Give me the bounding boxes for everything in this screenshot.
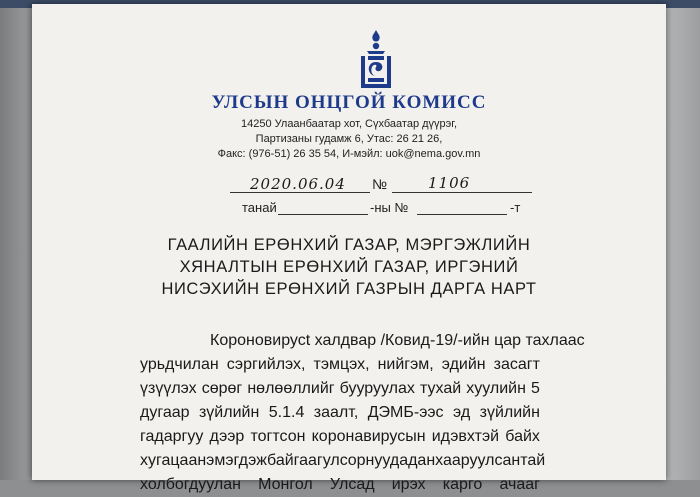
body-word: гадаргуу — [140, 428, 204, 445]
body-word: анхааруулсантай — [417, 452, 546, 469]
body-word: зүйлийн — [198, 404, 260, 421]
body-word: байх — [505, 428, 540, 445]
body-word: хуулийн — [466, 380, 526, 397]
number-underline — [392, 192, 532, 193]
letter-page — [32, 4, 666, 493]
body-line-5 — [140, 425, 540, 449]
body-word: тогтсон — [250, 428, 306, 445]
letter-date: 2020.06.04 — [250, 175, 346, 193]
background-right — [660, 0, 700, 480]
your-ref-label: танай — [242, 200, 277, 215]
address-line-1: 14250 Улаанбаатар хот, Сүхбаатар дүүрэг, — [241, 118, 457, 130]
body-word: дугаар — [140, 404, 190, 421]
organization-name: УЛСЫН ОНЦГОЙ КОМИСС — [211, 92, 487, 113]
body-word: байгааг — [267, 452, 323, 469]
your-ref-end: -т — [510, 200, 521, 215]
body-word: орнуудад — [347, 452, 418, 469]
body-word: хугацаа — [140, 452, 198, 469]
body-word: нөлөөллийг — [247, 380, 335, 397]
body-line-7 — [140, 473, 540, 497]
date-underline — [230, 192, 370, 193]
address-line-3: Факс: (976-51) 26 35 54, И-мэйл: uok@nema.gov.mn — [217, 148, 481, 160]
your-number-underline — [417, 214, 507, 215]
body-word: коронавирусын — [311, 428, 426, 445]
body-word: эд — [453, 404, 471, 421]
body-word: сөрөг — [201, 380, 243, 397]
body-word: эдийн — [441, 356, 486, 373]
body-line-1: Короновирусt халдвар /Ковид-19/-ийн цар тахлаас — [210, 332, 585, 349]
addressee-line-3: НИСЭХИЙН ЕРӨНХИЙ ГАЗРЫН ДАРГА НАРТ — [161, 280, 537, 298]
body-word: үзүүлэх — [140, 380, 197, 397]
body-word: улс — [322, 452, 348, 469]
body-line-2 — [140, 353, 540, 377]
number-label: № — [372, 176, 388, 192]
body-word: ачааг — [499, 476, 540, 493]
addressee-line-1: ГААЛИЙН ЕРӨНХИЙ ГАЗАР, МЭРГЭЖЛИЙН — [167, 236, 531, 254]
body-word: карго — [442, 476, 483, 493]
addressee-line-2: ХЯНАЛТЫН ЕРӨНХИЙ ГАЗАР, ИРГЭНИЙ — [179, 258, 519, 276]
body-word: Улсад — [329, 476, 375, 493]
body-line-4 — [140, 401, 540, 425]
body-word: тэмцэх, — [313, 356, 370, 373]
body-word: тухай — [419, 380, 462, 397]
your-date-underline — [278, 214, 368, 215]
body-word: заалт, — [313, 404, 359, 421]
letter-number: 1106 — [428, 174, 471, 192]
soyombo-emblem-icon — [359, 30, 393, 88]
your-ref-suffix: -ны № — [370, 200, 409, 215]
body-word: урьдчилан — [140, 356, 219, 373]
body-word: ДЭМБ-ээс — [367, 404, 444, 421]
body-word: холбогдуулан — [140, 476, 241, 493]
body-word: зүйлийн — [479, 404, 540, 421]
body-word: сэргийлэх, — [226, 356, 306, 373]
body-word: бууруулах — [339, 380, 415, 397]
body-word: идэвхтэй — [431, 428, 500, 445]
body-line-3 — [140, 377, 540, 401]
body-word: нэмэгдэж — [197, 452, 268, 469]
body-word: засагт — [493, 356, 540, 373]
address-line-2: Партизаны гудамж 6, Утас: 26 21 26, — [255, 133, 443, 145]
body-word: ирэх — [391, 476, 426, 493]
body-word: 5.1.4 — [268, 404, 305, 421]
body-word: Монгол — [258, 476, 313, 493]
body-line-6 — [140, 449, 546, 473]
body-word: дээр — [209, 428, 245, 445]
body-word: нийгэм, — [377, 356, 434, 373]
body-word: 5 — [531, 380, 540, 397]
